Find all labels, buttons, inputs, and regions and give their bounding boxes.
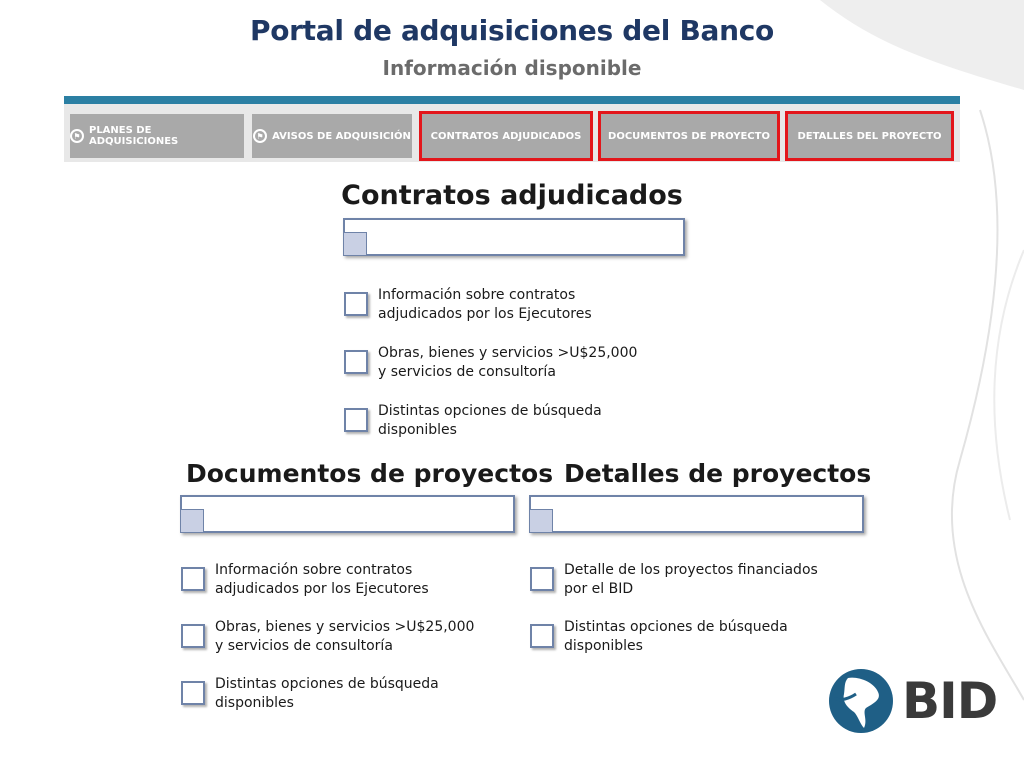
item-text: Distintas opciones de búsqueda disponibles: [564, 619, 788, 654]
list-item: [344, 286, 650, 324]
tab-label: PLANES DE ADQUISICIONES: [88, 125, 179, 147]
section-title-contratos: Contratos adjudicados: [341, 180, 683, 211]
item-text: Información sobre contratos adjudicados por los Ejecutores: [215, 562, 429, 597]
list-item: [530, 561, 836, 599]
tab-detalles-proyecto[interactable]: [788, 114, 951, 158]
item-text: Distintas opciones de búsqueda disponibles: [378, 403, 602, 438]
list-item: [181, 675, 487, 713]
checkbox-icon: [181, 681, 205, 705]
item-text: Obras, bienes y servicios >U$25,000 y servicios de consultoría: [215, 619, 475, 654]
list-item: [530, 618, 836, 656]
flag-icon: ⚑: [253, 129, 267, 143]
list-item: [181, 618, 487, 656]
bid-logo: [828, 668, 997, 734]
checkbox-icon: [181, 567, 205, 591]
section-header-box-detalles: [529, 495, 864, 533]
list-item: [181, 561, 487, 599]
section-title-detalles: Detalles de proyectos: [564, 459, 872, 488]
section-title-documentos: Documentos de proyectos: [186, 459, 554, 488]
tab-label: DETALLES DEL PROYECTO: [797, 130, 942, 142]
item-text: Distintas opciones de búsqueda disponibles: [215, 676, 439, 711]
flag-icon: ⚑: [70, 129, 84, 143]
tab-label: DOCUMENTOS DE PROYECTO: [608, 130, 770, 142]
globe-icon: [828, 668, 894, 734]
portal-navbar: [64, 96, 960, 162]
page-subtitle: Información disponible: [382, 56, 642, 80]
tab-contratos-adjudicados[interactable]: [422, 114, 590, 158]
item-text: Obras, bienes y servicios >U$25,000 y servicios de consultoría: [378, 345, 638, 380]
checkbox-icon: [344, 350, 368, 374]
item-text: Información sobre contratos adjudicados por los Ejecutores: [378, 287, 592, 322]
checkbox-icon: [530, 567, 554, 591]
tab-label: CONTRATOS ADJUDICADOS: [430, 130, 582, 142]
tab-label: AVISOS DE ADQUISICIÓN: [272, 130, 411, 142]
page-title: Portal de adquisiciones del Banco: [249, 14, 774, 47]
tab-planes-adquisiciones[interactable]: [70, 114, 244, 158]
section-header-box-contratos: [343, 218, 685, 256]
checkbox-icon: [530, 624, 554, 648]
checkbox-icon: [181, 624, 205, 648]
tab-documentos-proyecto[interactable]: [601, 114, 777, 158]
list-item: [344, 402, 650, 440]
tab-avisos-adquisicion[interactable]: [252, 114, 412, 158]
item-text: Detalle de los proyectos financiados por el BID: [564, 562, 818, 597]
checkbox-icon: [344, 292, 368, 316]
checkbox-icon: [344, 408, 368, 432]
section-header-box-documentos: [180, 495, 515, 533]
list-item: [344, 344, 650, 382]
logo-text: BID: [902, 672, 998, 730]
